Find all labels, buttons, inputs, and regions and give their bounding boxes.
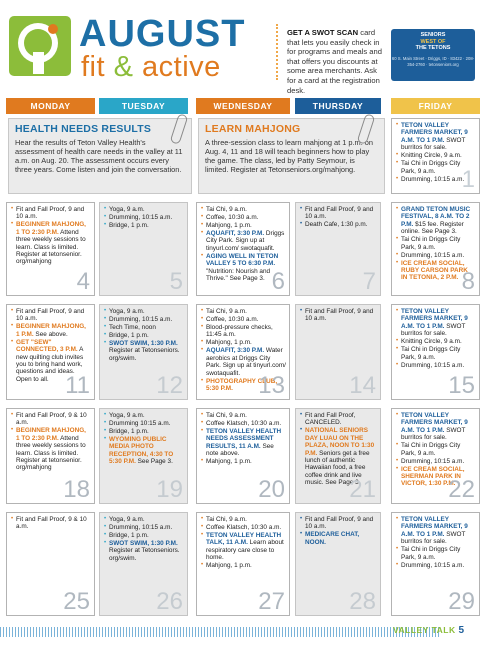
event-highlight: BEGINNER MAHJONG, 1 P.M. [16,323,86,338]
event-list [396,516,476,569]
event-highlight: GRAND TETON MUSIC FESTIVAL, 8 A.M. TO 2 P.M. [401,206,471,228]
event-item [396,338,476,345]
day-cell-20 [196,408,290,504]
event-text: Tai Chi, 9 a.m. [206,308,247,315]
footer-stripe [0,627,440,637]
event-text: Coffee Klatsch, 10:30 a.m. [206,420,282,427]
event-text: Yoga, 9 a.m. [109,206,145,213]
event-text: Attend three weekly sessions to learn. Class is limited. Register at tetonsenior. org/mahjong [16,434,86,472]
event-text: Drumming, 10:15 a.m. [109,214,173,221]
card-line-4: 60 S. Main Street · Driggs, ID · 83422 · 208-354-2760 · tetonseniors.org [391,55,475,68]
subtitle-fit: fit [81,51,114,83]
event-text: Coffee, 10:30 a.m. [206,316,259,323]
event-text: SWOT burritos for sale. [401,136,466,152]
event-item [104,540,184,562]
event-item [104,436,184,466]
event-text: "Nutrition: Nourish and Thrive." See Page 3. [206,267,271,283]
event-item [11,323,91,338]
footer-publication: VALLEY TALK [393,625,456,635]
event-item [396,442,476,457]
event-item [300,531,377,546]
event-text: Fit and Fall Proof, 9 and 10 a.m. [16,308,85,323]
event-text: Tai Chi in Driggs City Park, 9 a.m. [401,442,461,457]
day-number: 6 [271,268,285,295]
event-highlight: TETON VALLEY FARMERS MARKET, 9 A.M. TO 1 P.M. [401,122,468,144]
swot-heading: GET A SWOT SCAN [287,28,359,37]
event-text: Drumming, 10:15 a.m. [109,316,173,323]
event-text: Drumming, 10:15 a.m. [401,175,465,183]
event-highlight: ICE CREAM SOCIAL, RUBY CARSON PARK IN TETONIA, 2 P.M. [401,259,468,282]
event-text: Mahjong, 1 p.m. [206,222,252,229]
event-text: See note above. [206,442,274,458]
event-item [396,516,476,546]
event-text: Attend three weekly sessions to learn. Class is limited. Register at tetonsenior. org/mahjong [16,228,86,266]
page-number: 5 [458,625,465,636]
day-cell-27 [196,512,290,616]
day-cell-25 [6,512,95,616]
event-text: $15 fee. Register online. See Page 3. [401,220,464,236]
day-number: 18 [63,476,90,503]
event-item [396,458,476,465]
day-header-thursday: THURSDAY [295,98,381,114]
event-text: Tai Chi, 9 a.m. [206,412,247,419]
event-item [104,214,184,221]
day-cell-22 [391,408,480,504]
day-number: 15 [448,372,475,399]
event-text: Drumming 10:15 a.m. [109,420,171,427]
event-text: Drumming, 10:15 a.m. [401,457,465,465]
event-item [396,122,476,152]
event-item [104,428,184,435]
event-list [300,516,377,546]
event-item [396,562,476,569]
event-item [201,214,286,221]
event-item [201,324,286,339]
event-item [300,221,377,228]
event-text: Bridge, 1 p.m. [109,532,149,539]
day-number: 1 [461,166,475,193]
day-cell-11 [6,304,95,400]
day-number: 14 [349,372,376,399]
day-cell-4 [6,202,95,296]
feature-health-needs [8,118,192,194]
event-item [201,458,286,465]
event-text: Drumming, 10:15 a.m. [109,524,173,531]
event-highlight: GET "SEW" CONNECTED, 3 P.M. [16,338,78,354]
event-text: Blood-pressure checks, 11:45 a.m. [206,324,273,339]
event-item [104,420,184,427]
day-number: 11 [65,372,90,399]
event-text: Mahjong, 1 p.m. [206,339,252,347]
day-number: 25 [63,588,90,615]
event-item [396,346,476,361]
event-text: Bridge, 1 p.m. [109,428,149,435]
event-text: Knitting Circle, 9 a.m. [401,338,462,346]
header-divider [276,24,278,80]
event-text: See Page 3. [135,458,173,466]
event-list [11,206,91,266]
day-number: 4 [76,268,90,295]
event-text: Fit and Fall Proof, CANCELED. [305,412,356,427]
event-item [396,362,476,369]
event-item [11,308,91,323]
event-text: SWOT burritos for sale. [401,530,466,546]
event-text: A new quilting club invites you to bring hand work, questions and ideas. Open to all. [16,346,84,383]
event-text: Tai Chi in Driggs City Park, 9 a.m. [401,546,461,561]
event-item [104,222,184,229]
event-item [300,412,377,427]
day-number: 8 [461,268,475,295]
day-cell-7 [295,202,381,296]
event-highlight: BEGINNER MAHJONG, 1 TO 2:30 P.M. [16,221,86,236]
event-item [104,524,184,531]
event-item [201,339,286,346]
event-list [300,206,377,229]
feature-health-body: Hear the results of Teton Valley Health's assessment of health care needs in the valley at 11 a.m. on Aug. 20. The assessment occurs every three years. Come listen and join the conversation. [15,138,183,174]
event-item [396,546,476,561]
day-cell-29 [391,512,480,616]
event-list [201,412,286,466]
event-text: Fit and Fall Proof, 9 and 10 a.m. [305,206,374,221]
event-item [104,516,184,523]
event-text: Yoga, 9 a.m. [109,516,145,523]
event-highlight: TETON VALLEY HEALTH TALK, 11 A.M. [206,532,282,547]
event-item [104,324,184,331]
event-text: Mahjong, 1 p.m. [206,562,252,570]
day-number: 20 [258,476,285,503]
event-item [396,206,476,236]
event-text: Bridge, 1 p.m. [109,332,149,339]
event-highlight: BEGINNER MAHJONG, 1 TO 2:30 P.M. [16,427,86,442]
event-item [201,516,286,523]
event-text: Fit and Fall Proof, 9 and 10 a.m. [305,308,374,323]
fit-active-logo [9,16,71,76]
event-item [396,412,476,442]
event-item [300,206,377,221]
day-cell-13 [196,304,290,400]
card-line-3: THE TETONS [415,45,451,52]
event-item [11,412,91,427]
event-text: SWOT burritos for sale. [401,322,466,338]
event-item [396,308,476,338]
event-text: Fit and Fall Proof, 9 & 10 a.m. [16,412,87,427]
day-number: 21 [349,476,376,503]
event-item [201,412,286,419]
day-number: 12 [156,372,183,399]
event-item [201,222,286,229]
day-number: 22 [448,476,475,503]
event-list [300,308,377,323]
event-item [104,340,184,362]
day-header-wednesday: WEDNESDAY [196,98,290,114]
event-highlight: PHOTOGRAPHY CLUB, 5:30 P.M. [206,377,278,393]
event-list [104,516,184,562]
day-cell-15 [391,304,480,400]
day-number: 7 [362,268,376,295]
day-number: 27 [258,588,285,615]
event-item [104,308,184,315]
event-item [104,412,184,419]
event-item [104,332,184,339]
swot-card-image [391,29,475,81]
feature-mahjong-title: LEARN MAHJONG [205,123,301,135]
event-text: Seniors get a free lunch of authentic Hawaiian food, a free coffee drink and live music. See Page 3. [305,449,370,487]
event-text: Death Cafe, 1:30 p.m. [305,221,368,229]
event-item [300,308,377,323]
event-list [104,308,184,362]
day-header-friday: FRIDAY [391,98,480,114]
event-text: Learn about respiratory care close to home. [206,539,284,562]
day-number: 19 [156,476,183,503]
event-list [11,516,91,531]
event-highlight: ICE CREAM SOCIAL, SHERMAN PARK IN VICTOR, 1:30 P.M. [401,465,465,488]
day-cell-28 [295,512,381,616]
event-text: Drumming, 10:15 a.m. [401,361,465,369]
feature-learn-mahjong [198,118,385,194]
event-highlight: AGING WELL IN TETON VALLEY 5 TO 6:30 P.M. [206,252,279,268]
event-text: Knitting Circle, 9 a.m. [401,152,462,160]
event-text: Tai Chi in Driggs City Park, 9 a.m. [401,236,461,251]
event-text: Yoga, 9 a.m. [109,308,145,315]
subtitle-ampersand: & [113,51,134,83]
event-highlight: TETON VALLEY FARMERS MARKET, 9 A.M. TO 1 P.M. [401,516,468,538]
day-cell-14 [295,304,381,400]
event-text: Register at Tetonseniors. org/swim. [109,547,180,562]
event-list [396,308,476,369]
event-highlight: SWOT SWIM, 1:30 P.M. [109,540,178,547]
event-highlight: WYOMING PUBLIC MEDIA PHOTO RECEPTION, 4:30 TO 5:30 P.M. [109,436,174,466]
day-header-monday: MONDAY [6,98,95,114]
event-highlight: TETON VALLEY FARMERS MARKET, 9 A.M. TO 1 P.M. [401,412,468,434]
event-text: See above. [33,330,68,338]
event-list [104,412,184,466]
card-line-2: WEST OF [420,38,446,45]
day-cell-19 [99,408,188,504]
event-text: Fit and Fall Proof, 9 and 10 a.m. [305,516,374,531]
event-highlight: SWOT SWIM, 1:30 P.M. [109,340,178,347]
event-item [201,532,286,562]
event-highlight: MEDICARE CHAT, NOON. [305,531,360,546]
event-text: Drumming, 10:15 a.m. [401,251,465,259]
day-number: 13 [258,372,285,399]
event-item [201,428,286,458]
feature-health-title: HEALTH NEEDS RESULTS [15,123,152,135]
day-number: 28 [349,588,376,615]
day-cell-18 [6,408,95,504]
event-item [300,516,377,531]
event-item [104,316,184,323]
event-item [201,562,286,569]
event-highlight: AQUAFIT, 3:30 P.M. [206,230,265,237]
day-cell-21 [295,408,381,504]
page-subtitle [81,52,221,82]
event-text: Register at Tetonseniors. org/swim. [109,347,180,362]
event-item [201,316,286,323]
event-list [11,412,91,472]
feature-mahjong-body: A three-session class to learn mahjong at 1 p.m. on Aug. 4, 11 and 18 will teach beginners how to play the game. The class, led by Patty Seymour, is limited. Register at Tetonseniors.org/mahjong. [205,138,374,174]
event-text: Tai Chi in Driggs City Park, 9 a.m. [401,346,461,361]
event-highlight: TETON VALLEY HEALTH NEEDS ASSESSMENT RESULTS, 11 A.M. [206,428,282,450]
day-number: 29 [448,588,475,615]
event-text: SWOT burritos for sale. [401,426,466,442]
event-text: Yoga, 9 a.m. [109,412,145,419]
event-text: Coffee Klatsch, 10:30 a.m. [206,524,282,531]
event-text: Fit and Fall Proof, 9 & 10 a.m. [16,516,87,531]
swot-promo [287,28,387,95]
event-item [11,221,91,265]
event-text: Mahjong, 1 p.m. [206,458,252,466]
event-item [201,308,286,315]
event-text: Tai Chi, 9 a.m. [206,206,247,213]
event-text: Drumming, 10:15 a.m. [401,561,465,569]
page-title: AUGUST [79,13,246,55]
day-cell-1 [391,118,480,194]
event-text: Tai Chi in Driggs City Park, 9 a.m. [401,160,461,175]
event-text: Water aerobics at Driggs City Park. Sign up at tinyurl.com/ swotaquafit. [206,347,286,377]
event-item [11,516,91,531]
subtitle-active: active [133,51,221,83]
card-line-1: SENIORS [420,32,446,38]
event-item [104,206,184,213]
event-text: Driggs City Park. Sign up at tinyurl.com/ swotaquafit. [206,230,285,252]
event-item [201,230,286,252]
day-cell-5 [99,202,188,296]
event-list [104,206,184,229]
event-text: Bridge, 1 p.m. [109,222,149,229]
event-item [201,420,286,427]
day-header-tuesday: TUESDAY [99,98,188,114]
event-item [11,427,91,471]
event-item [201,524,286,531]
event-highlight: NATIONAL SENIORS DAY LUAU ON THE PLAZA, NOON TO 1:30 P.M. [305,427,375,457]
day-cell-12 [99,304,188,400]
day-cell-8 [391,202,480,296]
event-item [201,206,286,213]
swot-body: card that lets you easily check in for programs and meals and that offers you discounts at some area merchants. Ask for a card at the registration desk. [287,28,382,95]
event-item [396,152,476,159]
event-item [104,532,184,539]
event-text: Tai Chi, 9 a.m. [206,516,247,523]
day-cell-26 [99,512,188,616]
event-highlight: TETON VALLEY FARMERS MARKET, 9 A.M. TO 1 P.M. [401,308,468,330]
event-item [11,206,91,221]
event-item [396,252,476,259]
event-text: Tech Time, noon [109,324,156,331]
footer-label [393,625,465,636]
day-cell-6 [196,202,290,296]
day-number: 26 [156,588,183,615]
event-text: Coffee, 10:30 a.m. [206,214,259,221]
event-text: Fit and Fall Proof, 9 and 10 a.m. [16,206,85,221]
event-highlight: AQUAFIT, 3:30 P.M. [206,347,265,355]
event-list [201,516,286,570]
day-number: 5 [169,268,183,295]
event-item [396,236,476,251]
